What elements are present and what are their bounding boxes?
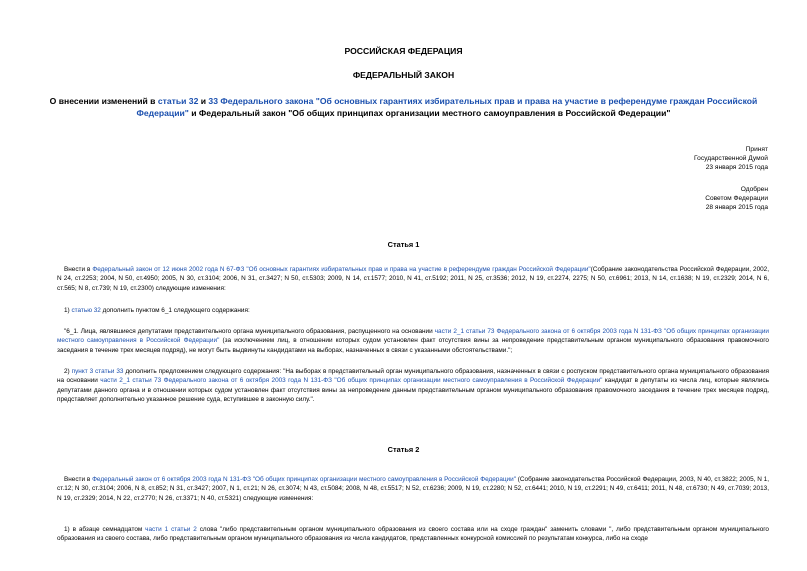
article-1-paragraph-1	[57, 265, 769, 293]
a1p1-link-law-67[interactable]: Федеральный закон от 12 июня 2002 года N 67-ФЗ "Об основных гарантиях избирательных прав и права на участие в референдуме граждан Российской Федерации"	[92, 266, 591, 273]
adopted-line-3: 23 января 2015 года	[705, 164, 768, 172]
title-text-3: и Федеральный закон "Об общих принципах организации местного самоуправления в Российской Федерации"	[188, 108, 671, 118]
a1p4-text-3: кандидат в депутаты из числа лиц, которые являлись депутатами данного органа и в отношении которых судом установлен факт отсутствия вины за непроведение данным представительным органом муниципального образования правомочного заседания в течение трех месяцев подряд, представляет дополнительно указанное решение суда, вступившее в законную силу.".	[57, 377, 769, 404]
article-2-paragraph-1	[57, 475, 769, 503]
a1p2-link-article-32[interactable]: статью 32	[71, 307, 101, 314]
a1p2-text-1: 1)	[64, 307, 72, 314]
a1p4-link-law-131[interactable]: части 2_1 статьи 73 Федерального закона от 6 октября 2003 года N 131-ФЗ "Об общих принципах организации местного самоуправления в Российской Федерации"	[100, 377, 603, 385]
a2p2-text-1: 1) в абзаце семнадцатом	[64, 526, 146, 533]
article-1-paragraph-2	[57, 306, 769, 315]
a1p4-link-article-33[interactable]: пункт 3 статьи 33	[71, 368, 124, 375]
a1p3-text-2: (за исключением лиц, в отношении которых судом установлен факт отсутствия вины за непроведение представительным органом муниципального образования правомочного заседания в течение трех месяцев подряд), не могут быть выдвинуты кандидатами на выборах, назначенных в связи с указанными обстоятельствами.";	[57, 337, 769, 354]
a1p4-text-2: дополнить предложением следующего содержания: "На выборах в представительный орган муниципального образования, назначенных в связи с роспуском представительного органа муниципального образования на основании	[57, 368, 769, 385]
a1p3-link-law-131[interactable]: части 2_1 статьи 73 Федерального закона от 6 октября 2003 года N 131-ФЗ "Об общих принципах организации местного самоуправления в Российской Федерации"	[57, 328, 769, 345]
article-1-heading: Статья 1	[387, 240, 420, 249]
approved-line-2: Советом Федерации	[705, 195, 768, 203]
approved-line-3: 28 января 2015 года	[705, 204, 768, 212]
a1p2-text-2: дополнить пунктом 6_1 следующего содержания:	[100, 307, 250, 314]
article-1-paragraph-3	[57, 327, 769, 355]
title-text-1: О внесении изменений в	[49, 96, 158, 106]
a2p1-link-law-131[interactable]: Федеральный закон от 6 октября 2003 года N 131-ФЗ "Об общих принципах организации местного самоуправления в Российской Федерации"	[92, 476, 516, 483]
a1p3-text-1: "6_1. Лица, являвшиеся депутатами представительного органа муниципального образования, распущенного на основании	[64, 328, 435, 335]
a2p1-text-2: (Собрание законодательства Российской Федерации, 2003, N 40, ст.3822; 2005, N 1, ст.12; N 30, ст.3104; 2006, N 8, ст.852; N 31, ст.3427; 2007, N 1, ст.21; N 26, ст.3074; N 43, ст.5084; 2008, N 48, ст.5517; N 52, ст.6236; 2009, N 19, ст.2280; N 52, ст.6441; 2010, N 19, ст.2291; N 49, ст.6411; 2011, N 48, ст.6730; N 49, ст.7039; 2013, N 19, ст.2329; 2014, N 22, ст.2770; N 26, ст.3371; N 40, ст.5321) следующие изменения:	[57, 476, 769, 502]
a1p1-text-1: Внести в	[64, 266, 93, 273]
a2p2-link-article-2[interactable]: части 1 статьи 2	[145, 526, 197, 533]
adopted-block	[694, 145, 768, 173]
article-1-paragraph-4	[57, 367, 769, 405]
a2p2-text-2: слова "либо представительным органом муниципального образования из своего состава или на сходе граждан" заменить словами ", либо представительным органом муниципального образования из своего состава, либо представительным органом муниципального образования из числа кандидатов, представленных конкурсной комиссией по результатам конкурса, либо на сходе	[57, 526, 769, 543]
document-title	[40, 95, 767, 119]
title-link-article-32[interactable]: статьи 32	[157, 96, 199, 106]
adopted-line-1: Принят	[745, 146, 768, 153]
title-link-article-33[interactable]: 33 Федерального закона "Об основных гарантиях избирательных прав и права на участие в референдуме граждан Российской Федерации"	[136, 96, 758, 118]
header-doc-type: ФЕДЕРАЛЬНЫЙ ЗАКОН	[352, 70, 455, 80]
approved-block	[705, 185, 768, 213]
a1p1-text-2: (Собрание законодательства Российской Федерации, 2002, N 24, ст.2253; 2004, N 50, ст.4950; 2005, N 30, ст.3104; 2006, N 31, ст.3427; N 50, ст.5303; 2009, N 14, ст.1577; 2010, N 41, ст.5192; 2011, N 25, ст.3536; 2012, N 19, ст.2274, 2275; N 50, ст.6961; 2013, N 14, ст.1638; N 19, ст.2329; 2014, N 6, ст.565; N 8, ст.739; N 19, ст.2300) следующие изменения:	[57, 266, 770, 292]
title-text-2: и	[198, 96, 209, 106]
a1p4-text-1: 2)	[64, 368, 72, 375]
article-2-paragraph-2	[57, 525, 769, 544]
header-country: РОССИЙСКАЯ ФЕДЕРАЦИЯ	[344, 46, 463, 56]
approved-line-1: Одобрен	[740, 186, 768, 193]
adopted-line-2: Государственной Думой	[694, 155, 768, 163]
article-2-heading: Статья 2	[387, 445, 420, 454]
a2p1-text-1: Внести в	[64, 476, 93, 483]
